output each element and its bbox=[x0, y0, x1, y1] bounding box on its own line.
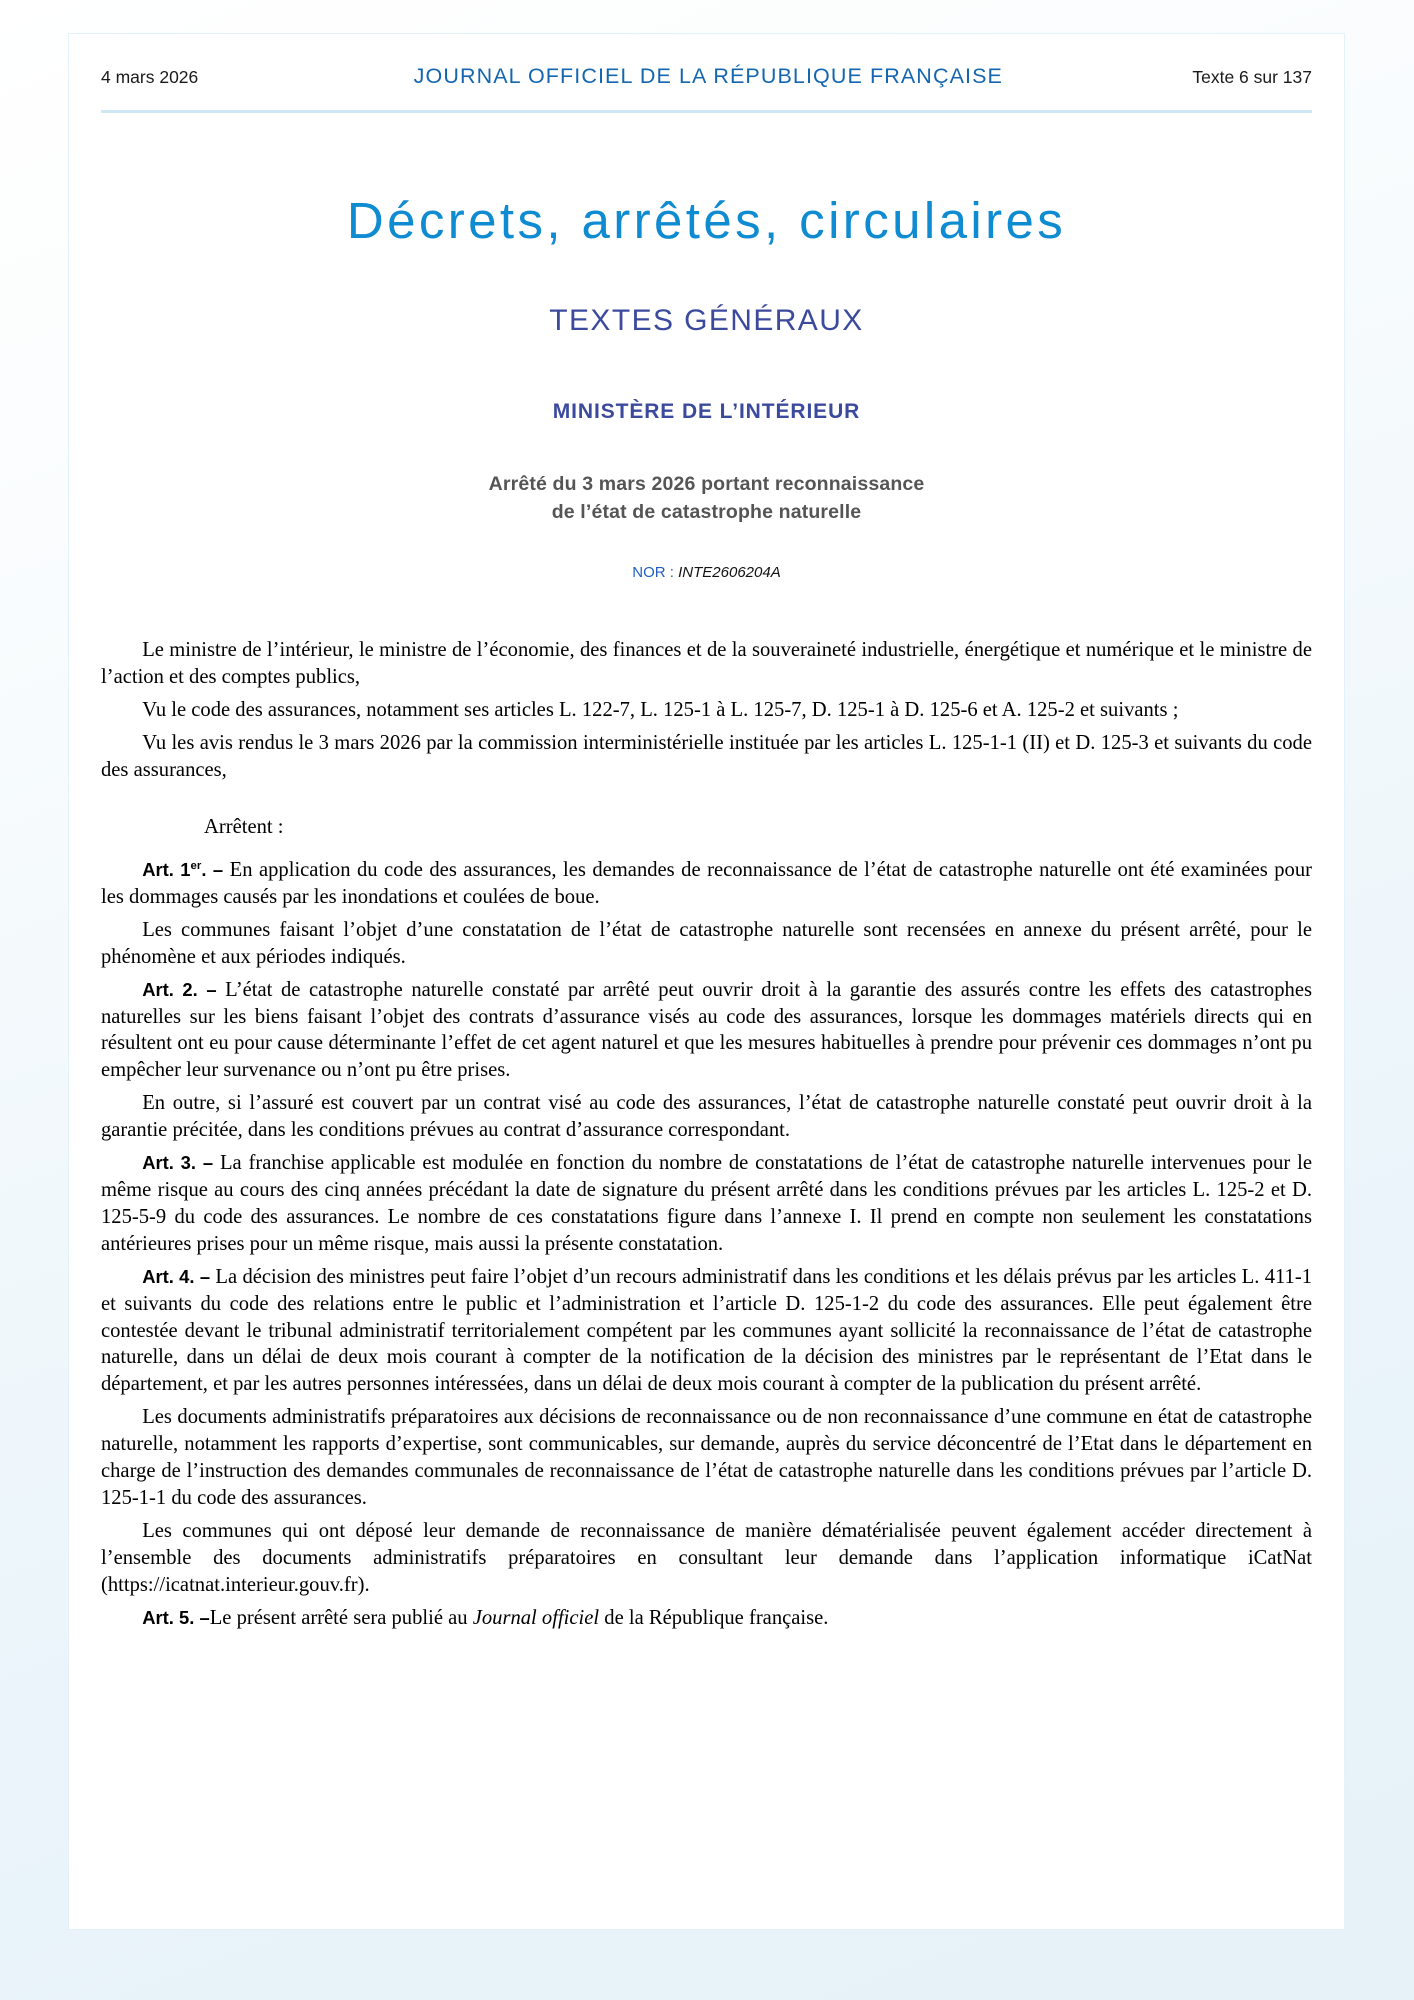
article-4-dash: – bbox=[199, 1265, 211, 1287]
article-3-label: Art. 3. bbox=[142, 1152, 197, 1174]
page-title: Décrets, arrêtés, circulaires bbox=[346, 192, 1067, 249]
header-text-counter: Texte 6 sur 137 bbox=[1192, 67, 1312, 87]
article-4-label: Art. 4. bbox=[142, 1265, 195, 1287]
article-4-paragraph-3: Les communes qui ont déposé leur demande de reconnaissance de manière dématérialisée peuvent également accéder directement à l’ensemble des documents administratifs préparatoires en consultant leur demande dans l’application informatique iCatNat (https://icatnat.interieur.gouv.fr). bbox=[101, 1519, 1312, 1596]
article-5-journal-officiel: Journal officiel bbox=[472, 1606, 600, 1629]
header-date: 4 mars 2026 bbox=[101, 67, 199, 87]
article-5-dash: – bbox=[199, 1606, 210, 1628]
running-header bbox=[69, 34, 1344, 94]
article-5-label: Art. 5. bbox=[142, 1606, 195, 1628]
document-body bbox=[69, 637, 1344, 1631]
arrete-title-line-1: Arrêté du 3 mars 2026 portant reconnaissance bbox=[488, 472, 925, 495]
article-5-text-after: de la République française. bbox=[599, 1606, 829, 1629]
arrete-title bbox=[69, 470, 1344, 527]
article-5-text-before: Le présent arrêté sera publié au bbox=[209, 1606, 473, 1629]
article-5-paragraph bbox=[101, 1605, 1312, 1632]
article-1-paragraph bbox=[101, 857, 1312, 911]
article-2-paragraph-2: En outre, si l’assuré est couvert par un contrat visé au code des assurances, l’état de catastrophe naturelle constaté peut ouvrir droit à la garantie précitée, dans les conditions prévues au contrat d’assurance correspondant. bbox=[101, 1092, 1312, 1142]
header-journal-title: JOURNAL OFFICIEL DE LA RÉPUBLIQUE FRANÇAISE bbox=[413, 64, 1003, 88]
article-4-paragraph bbox=[101, 1264, 1312, 1398]
article-1-label: Art. 1er. bbox=[142, 858, 207, 880]
article-2-text: L’état de catastrophe naturelle constaté par arrêté peut ouvrir droit à la garantie des assurés contre les effets des catastrophes naturelles sur les biens faisant l’objet des contrats d’assurance visés au code des assurances, lorsque les dommages matériels directs qui en résultent ont eu pour cause déterminante l’effet de cet agent naturel et que les mesures habituelles à prendre pour prévenir ces dommages n’ont pu empêcher leur survenance ou n’ont pu être prises. bbox=[101, 978, 1312, 1082]
paragraph-vu-2: Vu les avis rendus le 3 mars 2026 par la commission interministérielle instituée par les articles L. 125-1-1 (II) et D. 125-3 et suivants du code des assurances, bbox=[101, 732, 1312, 781]
nor-line bbox=[69, 564, 1344, 581]
paragraph-preamble: Le ministre de l’intérieur, le ministre de l’économie, des finances et de la souveraineté industrielle, énergétique et numérique et le ministre de l’action et des comptes publics, bbox=[101, 639, 1312, 688]
nor-label: NOR : bbox=[632, 564, 674, 582]
section-title: TEXTES GÉNÉRAUX bbox=[549, 303, 864, 337]
article-3-dash: – bbox=[202, 1152, 214, 1174]
article-1-dash: – bbox=[212, 858, 224, 880]
article-4-text: La décision des ministres peut faire l’objet d’un recours administratif dans les conditions et les délais prévus par les articles L. 411-1 et suivants du code des relations entre le public et l’administration et l’article D. 125-1-2 du code des assurances. Elle peut également être contestée devant le tribunal administratif territorialement compétent par les communes ayant sollicité la reconnaissance de l’état de catastrophe naturelle, dans un délai de deux mois courant à compter de la notification de la décision des ministres par le représentant de l’Etat dans le département, et par les autres personnes intéressées, dans un délai de deux mois courant à compter de la publication du présent arrêté. bbox=[101, 1265, 1313, 1396]
article-4-paragraph-2: Les documents administratifs préparatoires aux décisions de reconnaissance ou de non reconnaissance d’une commune en état de catastrophe naturelle, notamment les rapports d’expertise, sont communicables, sur demande, auprès du service déconcentré de l’Etat dans le département en charge de l’instruction des demandes communales de reconnaissance de l’état de catastrophe naturelle dans les conditions prévues par l’article D. 125-1-1 du code des assurances. bbox=[101, 1406, 1312, 1509]
arrete-title-line-2: de l’état de catastrophe naturelle bbox=[551, 500, 862, 523]
article-1-label-superscript: er bbox=[190, 859, 202, 872]
article-3-text: La franchise applicable est modulée en fonction du nombre de constatations de l’état de catastrophe naturelle intervenues pour le même risque au cours des cinq années précédant la date de signature du présent arrêté dans les conditions prévues par les articles L. 125-2 et D. 125-5-9 du code des assurances. Le nombre de ces constatations figure dans l’annexe I. Il prend en compte non seulement les constatations antérieures prises pour un même risque, mais aussi la présente constatation. bbox=[101, 1152, 1312, 1255]
paragraph-vu-1: Vu le code des assurances, notamment ses articles L. 122-7, L. 125-1 à L. 125-7, D. 125-1 à D. 125-6 et A. 125-2 et suivants ; bbox=[142, 698, 1179, 721]
ministry-heading: MINISTÈRE DE L’INTÉRIEUR bbox=[552, 399, 861, 423]
article-2-dash: – bbox=[206, 978, 217, 1000]
header-divider bbox=[101, 110, 1312, 113]
nor-value: INTE2606204A bbox=[678, 564, 781, 582]
article-2-label: Art. 2. bbox=[142, 978, 198, 1000]
page-sheet bbox=[68, 33, 1345, 1930]
masthead bbox=[69, 194, 1344, 581]
article-1-text: En application du code des assurances, les demandes de reconnaissance de l’état de catastrophe naturelle ont été examinées pour les dommages causés par les inondations et coulées de boue. bbox=[101, 858, 1312, 908]
article-1-paragraph-2: Les communes faisant l’objet d’une constatation de l’état de catastrophe naturelle sont recensées en annexe du présent arrêté, pour le phénomène et aux périodes indiqués. bbox=[101, 918, 1312, 968]
paragraph-arretent: Arrêtent : bbox=[204, 815, 284, 838]
article-2-paragraph bbox=[101, 977, 1312, 1084]
article-3-paragraph bbox=[101, 1150, 1312, 1257]
